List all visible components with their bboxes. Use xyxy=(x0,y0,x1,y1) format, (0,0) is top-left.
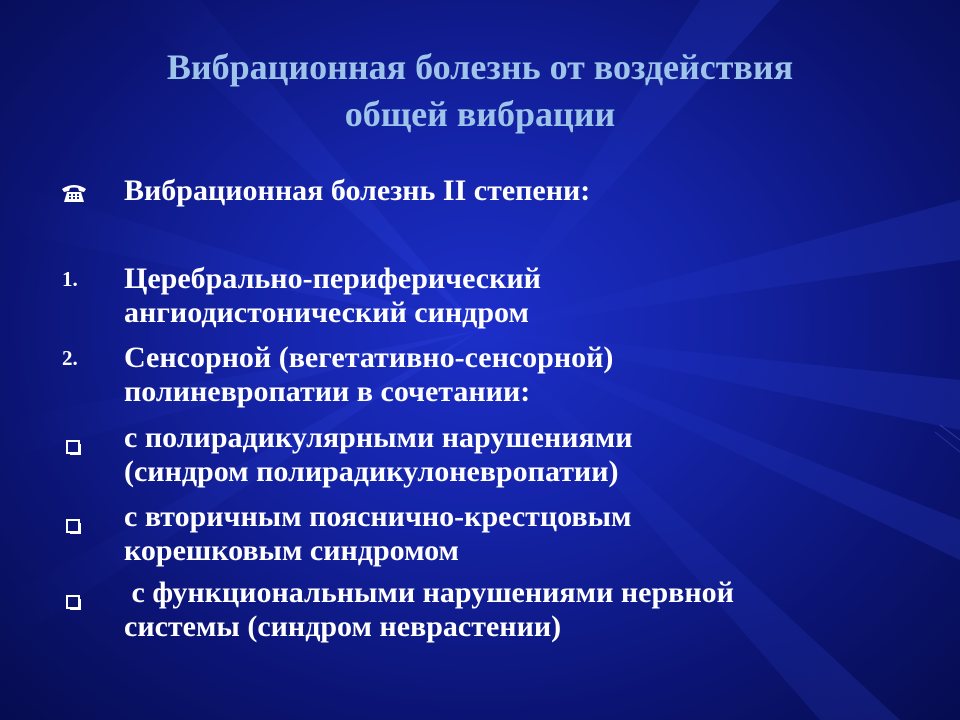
bullet-item-1-text xyxy=(124,421,924,489)
slide-title-line-2: общей вибрации xyxy=(344,94,616,134)
numbered-item-1-line-2: ангиодистонический синдром xyxy=(124,296,529,329)
slide-title-line-1: Вибрационная болезнь от воздействия xyxy=(166,47,794,87)
bullet-item-3-text xyxy=(124,576,924,644)
checkbox-icon xyxy=(66,430,80,444)
heading-item-label: Вибрационная болезнь II степени: xyxy=(124,174,591,207)
numbered-item-2-text xyxy=(124,341,924,409)
bullet-item-3-line-2: системы (синдром неврастении) xyxy=(124,610,562,643)
checkbox-icon xyxy=(66,585,80,599)
numbered-item-2-line-2: полиневропатии в сочетании: xyxy=(124,375,531,408)
bullet-item-1-line-1: с полирадикулярными нарушениями xyxy=(124,421,633,454)
bullet-item-2-text xyxy=(124,500,924,568)
slide-title xyxy=(0,44,960,138)
list-number: 2. xyxy=(62,346,78,370)
bullet-item-3-line-1: с функциональными нарушениями нервной xyxy=(124,576,734,609)
numbered-item-1-line-1: Церебрально-периферический xyxy=(124,262,541,295)
list-number: 1. xyxy=(62,267,78,291)
checkbox-icon xyxy=(66,509,80,523)
telephone-icon xyxy=(60,178,88,212)
bullet-item-2-line-1: с вторичным пояснично-крестцовым xyxy=(124,500,632,533)
numbered-item-1-text xyxy=(124,262,924,330)
bullet-item-1-line-2: (синдром полирадикулоневропатии) xyxy=(124,455,619,488)
heading-item-text xyxy=(124,174,924,208)
bullet-item-2-line-2: корешковым синдромом xyxy=(124,534,459,567)
numbered-item-2-line-1: Сенсорной (вегетативно-сенсорной) xyxy=(124,341,614,374)
